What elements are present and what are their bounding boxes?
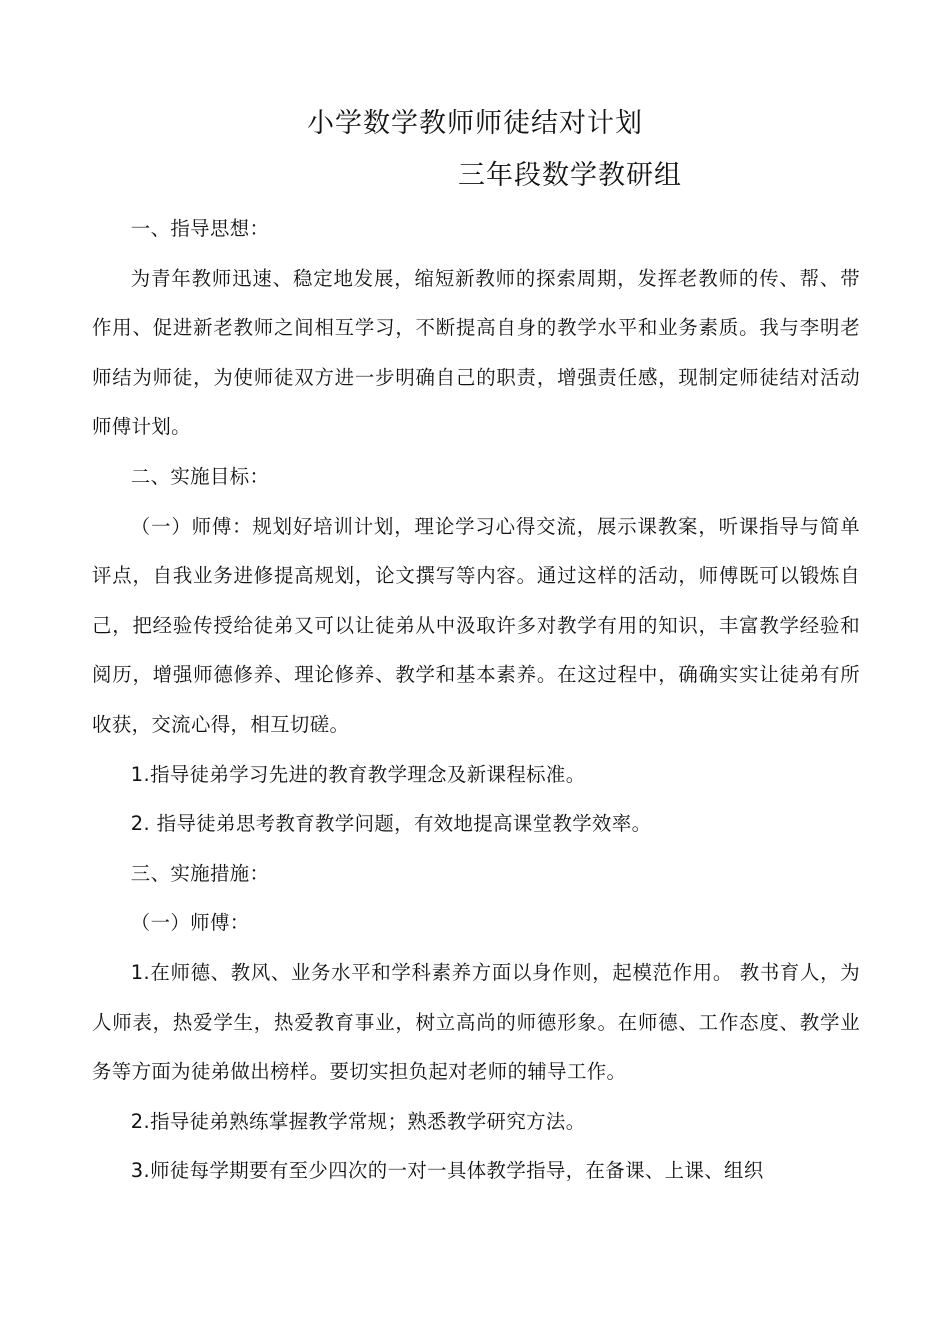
paragraph-master-goals: （一）师傅：规划好培训计划，理论学习心得交流，展示课教案，听课指导与简单评点，自我业务进修提高规划，论文撰写等内容。通过这样的活动，师傅既可以锻炼自己，把经验传授给徒弟又可以让徒弟从中汲取许多对教学有用的知识，丰富教学经验和阅历，增强师德修养、理论修养、教学和基本素养。在这过程中，确确实实让徒弟有所收获，交流心得，相互切磋。 [92, 514, 860, 736]
document-subtitle: 三年段数学教研组 [458, 160, 682, 191]
section-heading-guiding-thought: 一、指导思想： [130, 217, 270, 240]
measure-item-1: 1.在师德、教风、业务水平和学科素养方面以身作则，起模范作用。 教书育人，为人师表，热爱学生，热爱教育事业，树立高尚的师德形象。在师德、工作态度、教学业务等方面为徒弟做出榜样。要切实担负起对老师的辅导工作。 [92, 960, 860, 1084]
paragraph-guiding-thought: 为青年教师迅速、稳定地发展，缩短新教师的探索周期，发挥老教师的传、帮、带作用、促进新老教师之间相互学习，不断提高自身的教学水平和业务素质。我与李明老师结为师徒，为使师徒双方进一步明确自己的职责，增强责任感，现制定师徒结对活动师傅计划。 [92, 266, 860, 439]
measure-item-2: 2.指导徒弟熟练掌握教学常规；熟悉教学研究方法。 [130, 1109, 586, 1133]
document-body [92, 204, 860, 1196]
goal-item-1: 1.指导徒弟学习先进的教育教学理念及新课程标准。 [130, 762, 586, 786]
subsection-heading-master: （一）师傅： [130, 911, 250, 935]
measure-item-3: 3.师徒每学期要有至少四次的一对一具体教学指导，在备课、上课、组织 [130, 1159, 764, 1183]
goal-item-2: 2. 指导徒弟思考教育教学问题，有效地提高课堂教学效率。 [130, 812, 652, 836]
section-heading-goals: 二、实施目标： [130, 464, 270, 488]
document-title: 小学数学教师师徒结对计划 [307, 108, 643, 139]
section-heading-measures: 三、实施措施： [130, 861, 270, 885]
